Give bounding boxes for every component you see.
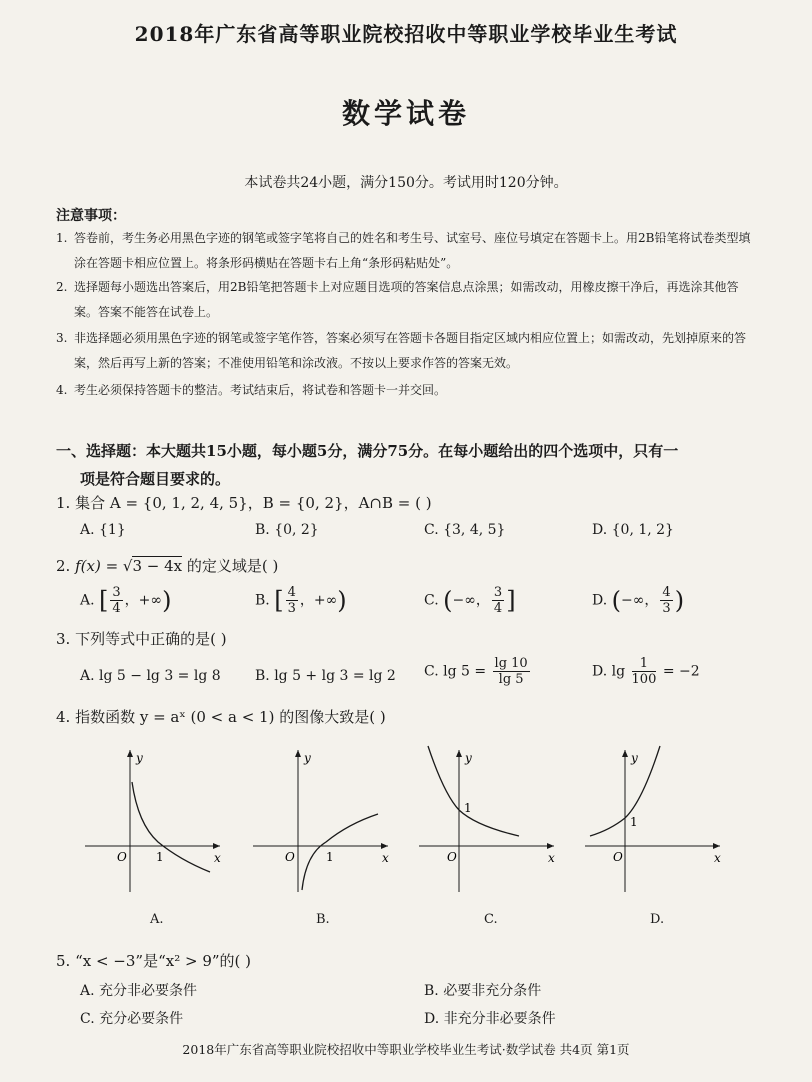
numerator: 4 (662, 585, 671, 600)
intercept-label-one: 1 (464, 801, 472, 815)
page-title: 数学试卷 (341, 97, 470, 130)
fraction (660, 585, 672, 616)
bracket: ] (506, 586, 516, 615)
origin-label: O (447, 850, 457, 864)
option-label: B. (255, 592, 270, 609)
notice-number: 4. (56, 383, 68, 397)
q1-option-a: A. {1} (80, 522, 126, 538)
notice-item (56, 378, 756, 403)
question-1-stem: 1. 集合 A = {0, 1, 2, 4, 5}，B = {0, 2}，A∩B = ( ) (56, 494, 432, 512)
bracket: ) (162, 586, 172, 615)
numerator: 3 (112, 585, 121, 600)
q3-option-c (424, 656, 532, 687)
q1-option-c: C. {3, 4, 5} (424, 522, 506, 538)
section-heading-line1: 一、选择题：本大题共15小题，每小题5分，满分75分。在每小题给出的四个选项中，只有一 (56, 442, 679, 460)
interval-head: −∞， (452, 592, 490, 609)
bracket: ( (443, 586, 453, 615)
q5-option-d: D. 非充分非必要条件 (424, 1011, 556, 1027)
y-axis-arrow (295, 750, 301, 757)
curve (132, 782, 210, 872)
section-heading (56, 437, 766, 493)
q2-option-d (592, 585, 684, 616)
notice-title: 注意事项： (56, 208, 126, 224)
bracket: ) (674, 586, 685, 615)
q2-radicand: 3 − 4x (132, 557, 183, 575)
interval-tail: ，+∞ (299, 592, 338, 609)
tick-label-one: 1 (156, 850, 164, 864)
q2-function: f(x) = (75, 557, 123, 575)
numerator: 4 (287, 585, 296, 600)
x-axis-arrow (713, 843, 720, 849)
denominator: 100 (631, 672, 657, 687)
axis-label-x: x (382, 851, 389, 865)
axis-label-x: x (714, 851, 721, 865)
axis-label-y: y (136, 751, 143, 765)
notice-number: 1. (56, 231, 68, 245)
curve (428, 746, 519, 836)
fraction (493, 656, 530, 687)
q2-option-a (80, 585, 171, 616)
notice-text: 非选择题必须用黑色字迹的钢笔或签字笔作答，答案必须写在答题卡各题目指定区域内相应位置上；如需改动，先划掉原来的答案，然后再写上新的答案；不准使用铅笔和涂改液。不按以上要求作答的答案无效。 (74, 331, 747, 370)
graph-b-label: B. (316, 912, 330, 927)
numerator: 1 (632, 656, 657, 672)
denominator: 3 (662, 601, 671, 616)
graph-d-label: D. (650, 912, 665, 927)
q1-option-d: D. {0, 1, 2} (592, 522, 674, 538)
fraction (286, 585, 298, 616)
interval-tail: ，+∞ (124, 592, 163, 609)
option-label: A. (80, 592, 95, 609)
bracket: [ (274, 586, 284, 615)
q5-option-b: B. 必要非充分条件 (424, 983, 542, 999)
bracket: [ (99, 586, 109, 615)
q1-option-b: B. {0, 2} (255, 522, 319, 538)
section-heading-line2: 项是符合题目要求的。 (80, 470, 231, 488)
fraction (492, 585, 504, 616)
numerator: 3 (493, 585, 503, 600)
x-axis-arrow (381, 843, 388, 849)
option-text: C. lg 5 = (424, 663, 487, 680)
notice-item (56, 275, 756, 325)
graph-a-label: A. (150, 912, 164, 927)
y-axis-arrow (622, 750, 628, 757)
denominator: 3 (287, 601, 296, 616)
notice-number: 2. (56, 280, 68, 294)
page-footer: 2018年广东省高等职业院校招收中等职业学校毕业生考试·数学试卷 共4页 第1页 (182, 1042, 630, 1057)
graph-a (80, 742, 230, 902)
origin-label: O (117, 850, 127, 864)
graph-c-label: C. (484, 912, 498, 927)
denominator: 4 (493, 601, 503, 616)
exam-header: 2018年广东省高等职业院校招收中等职业学校毕业生考试 (134, 22, 678, 46)
notice-item (56, 226, 756, 276)
axis-label-y: y (465, 751, 472, 765)
q2-number: 2. (56, 557, 71, 575)
option-label: D. (592, 592, 608, 609)
graph-d (580, 742, 730, 902)
notice-text: 考生必须保持答题卡的整洁。考试结束后，将试卷和答题卡一并交回。 (74, 383, 447, 397)
q3-option-b: B. lg 5 + lg 3 = lg 2 (255, 668, 396, 684)
axis-label-y: y (631, 751, 638, 765)
origin-label: O (285, 850, 295, 864)
graph-c (414, 742, 564, 902)
option-label: C. (424, 592, 439, 609)
q5-option-c: C. 充分必要条件 (80, 1011, 184, 1027)
x-axis-arrow (547, 843, 554, 849)
tick-label-one: 1 (326, 850, 334, 864)
bracket: ) (337, 586, 347, 615)
q2-option-c (424, 585, 516, 616)
axis-label-x: x (214, 851, 221, 865)
q2-stem-text: 的定义域是( ) (186, 557, 279, 575)
numerator: lg 10 (494, 656, 528, 671)
curve (302, 814, 378, 890)
denominator: lg 5 (498, 672, 524, 687)
q2-option-b (255, 585, 347, 616)
fraction (110, 585, 122, 616)
graph-b (248, 742, 398, 902)
origin-label: O (613, 850, 623, 864)
interval-head: −∞， (621, 592, 659, 609)
y-axis-arrow (456, 750, 462, 757)
intercept-label-one: 1 (630, 815, 638, 829)
question-2-stem: 2. f(x) = √3 − 4x 的定义域是( ) (56, 557, 279, 575)
question-3-stem: 3. 下列等式中正确的是( ) (56, 630, 227, 648)
axis-label-y: y (304, 751, 311, 765)
option-text: = −2 (662, 663, 700, 680)
denominator: 4 (112, 601, 121, 616)
question-4-stem: 4. 指数函数 y = aˣ (0 < a < 1) 的图像大致是( ) (56, 708, 386, 726)
notice-text: 选择题每小题选出答案后，用2B铅笔把答题卡上对应题目选项的答案信息点涂黑；如需改动，用橡皮擦干净后，再选涂其他答案。答案不能答在试卷上。 (74, 280, 739, 319)
y-axis-arrow (127, 750, 133, 757)
exam-intro: 本试卷共24小题，满分150分。考试用时120分钟。 (244, 175, 568, 191)
x-axis-arrow (213, 843, 220, 849)
notice-text: 答卷前，考生务必用黑色字迹的钢笔或签字笔将自己的姓名和考生号、试室号、座位号填定在答题卡上。用2B铅笔将试卷类型填涂在答题卡相应位置上。将条形码横贴在答题卡右上角“条形码粘贴处”。 (74, 231, 751, 270)
notice-number: 3. (56, 331, 68, 345)
bracket: ( (611, 586, 622, 615)
fraction (632, 656, 657, 687)
q5-option-a: A. 充分非必要条件 (80, 983, 198, 999)
option-text: D. lg (592, 663, 626, 680)
notice-item (56, 326, 756, 376)
q3-option-a: A. lg 5 − lg 3 = lg 8 (80, 668, 221, 684)
axis-label-x: x (548, 851, 555, 865)
q3-option-d (592, 656, 700, 687)
question-5-stem: 5. “x < −3”是“x² > 9”的( ) (56, 952, 252, 970)
